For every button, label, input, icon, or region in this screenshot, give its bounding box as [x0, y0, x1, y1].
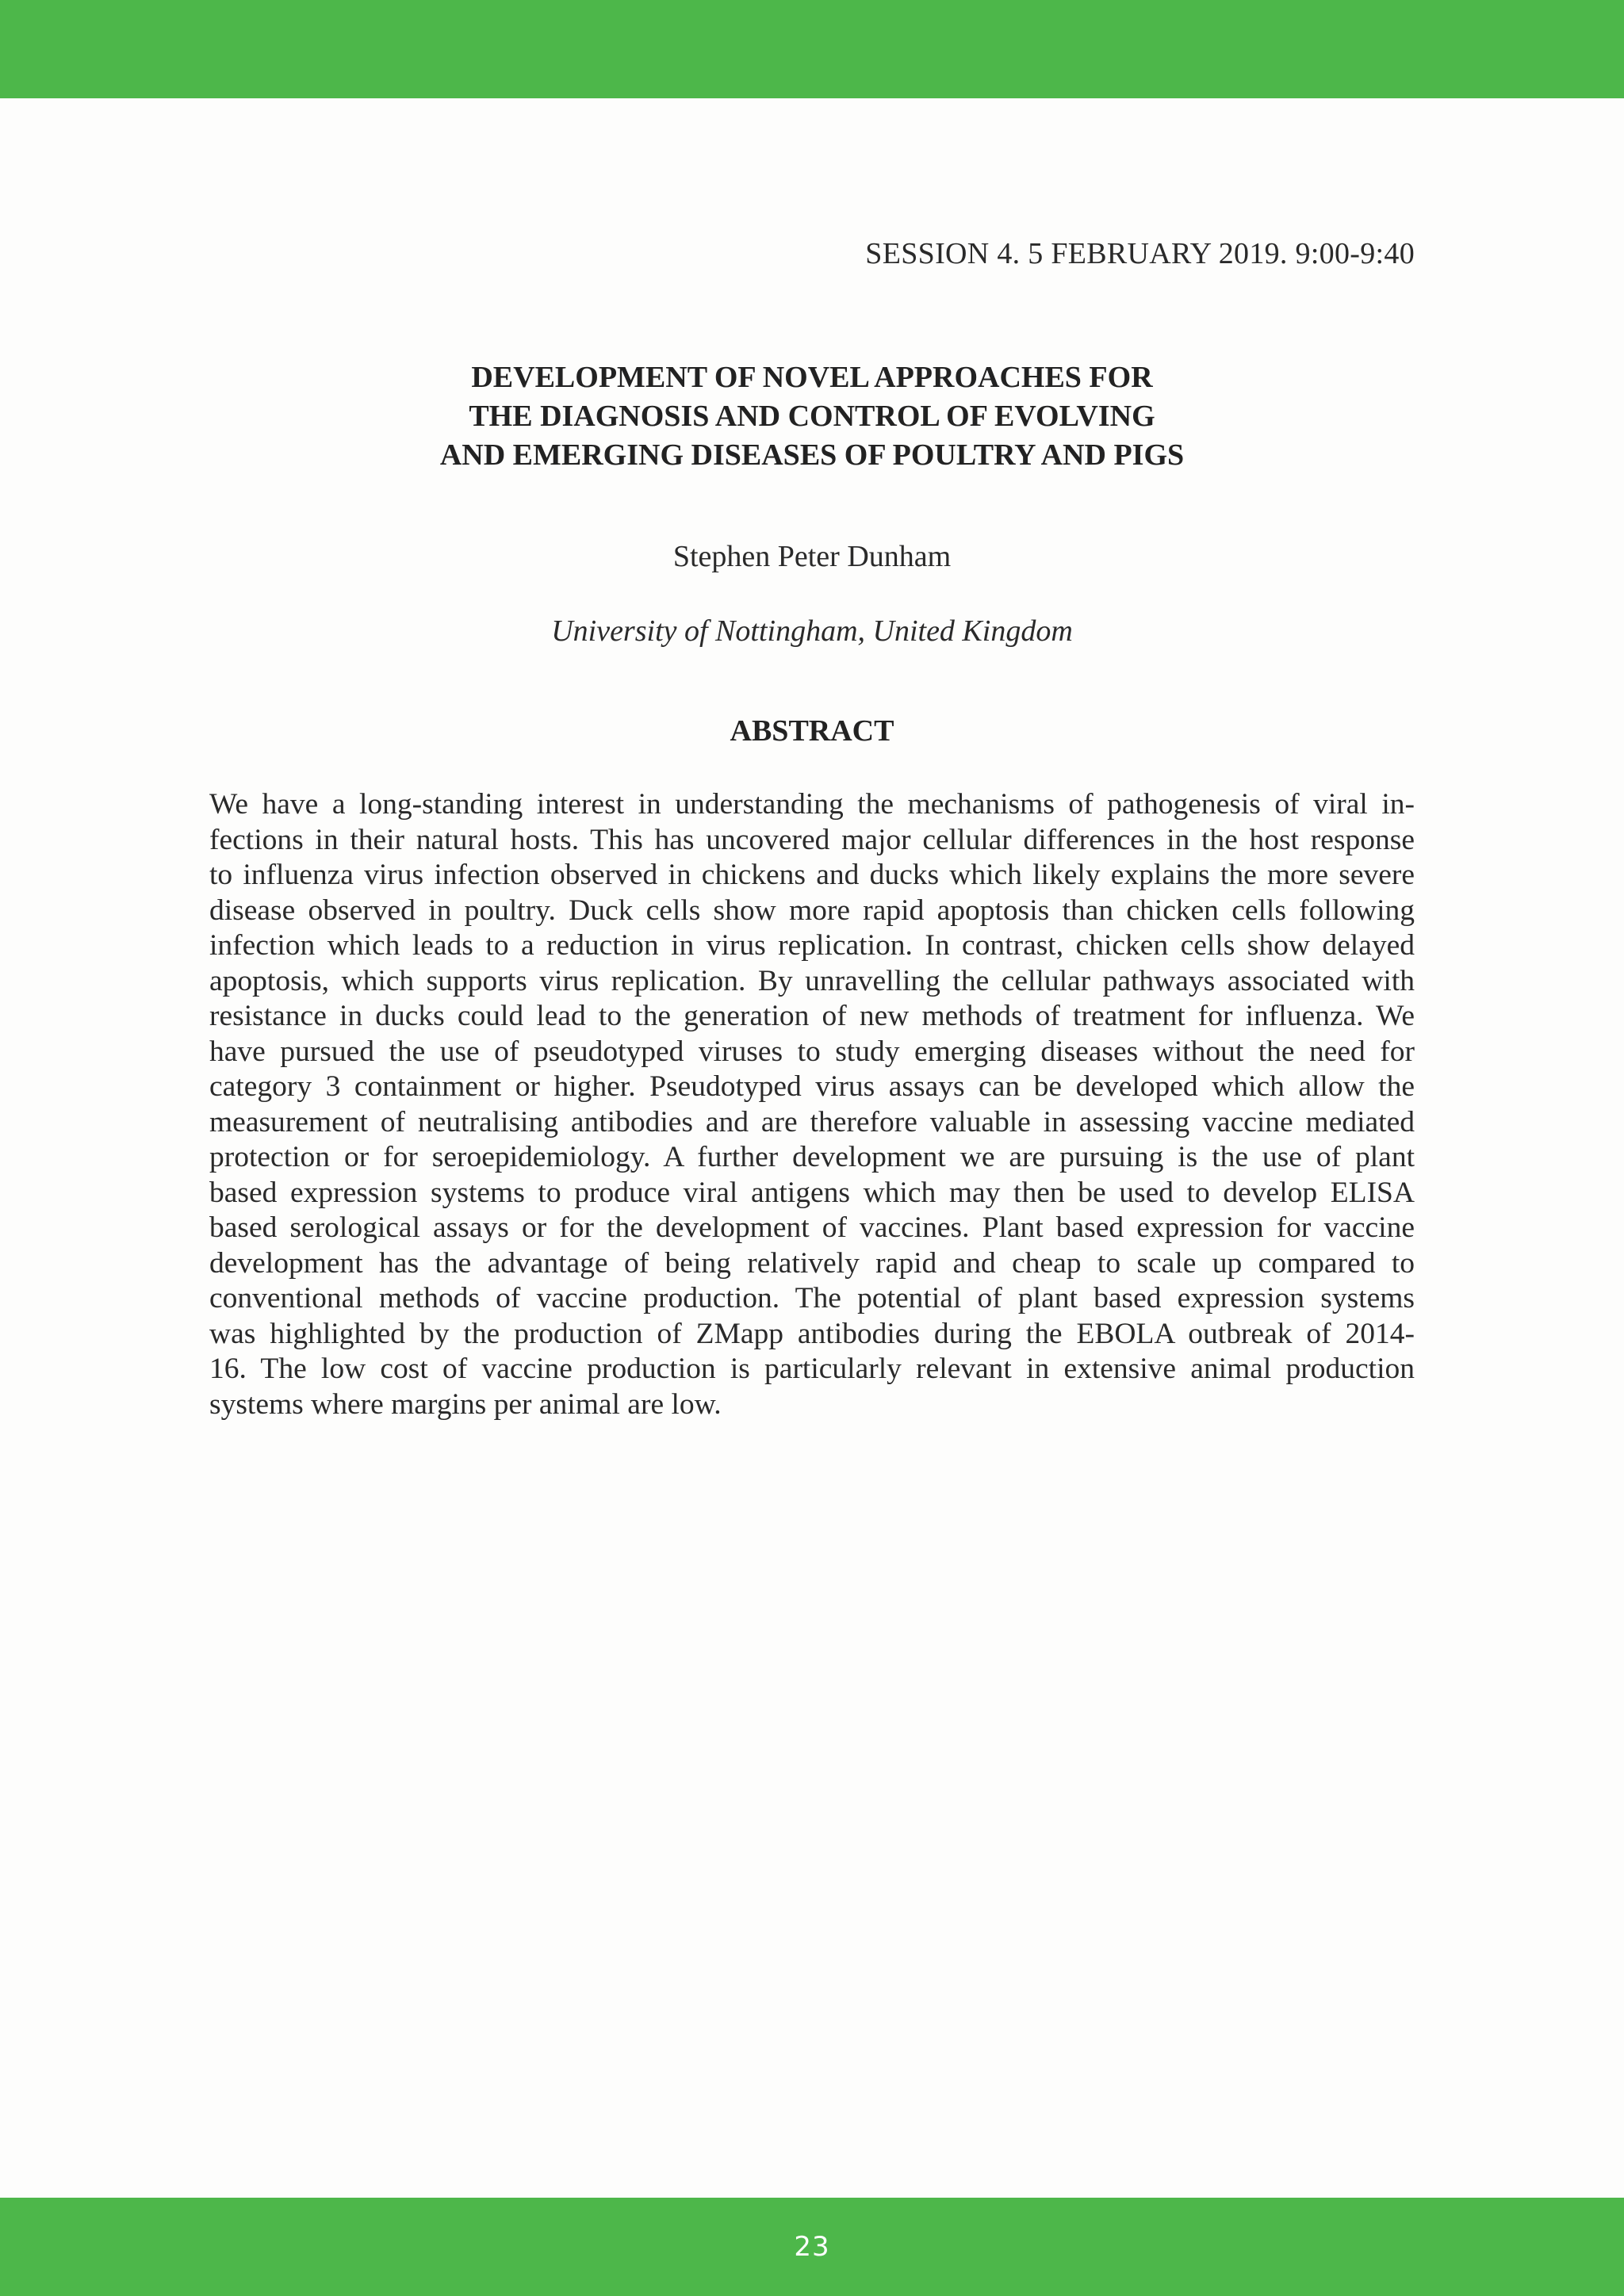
abstract-line: protection or for seroepidemiology. A further development we are pursuing is the use of plant	[209, 1141, 1415, 1173]
abstract-heading: ABSTRACT	[730, 714, 894, 748]
abstract-line: was highlighted by the production of ZMapp antibodies during the EBOLA outbreak of 2014-	[209, 1317, 1415, 1350]
abstract-line: have pursued the use of pseudotyped viruses to study emerging diseases without the need for	[209, 1035, 1415, 1068]
title-line: AND EMERGING DISEASES OF POULTRY AND PIGS	[439, 438, 1185, 472]
page-number: 23	[794, 2231, 830, 2263]
title-line: DEVELOPMENT OF NOVEL APPROACHES FOR	[471, 361, 1153, 394]
abstract-line: systems where margins per animal are low.	[209, 1387, 722, 1421]
abstract-body	[209, 787, 1415, 1422]
abstract-line: based expression systems to produce viral antigens which may then be used to develop ELISA	[209, 1176, 1415, 1209]
abstract-line: fections in their natural hosts. This has uncovered major cellular differences in the host response	[209, 823, 1415, 856]
top-green-band	[0, 0, 1624, 98]
abstract-line: apoptosis, which supports virus replication. By unravelling the cellular pathways associated with	[209, 964, 1415, 997]
author-affiliation: University of Nottingham, United Kingdom	[551, 614, 1073, 648]
author-name: Stephen Peter Dunham	[672, 540, 952, 573]
abstract-line: development has the advantage of being relatively rapid and cheap to scale up compared to	[209, 1246, 1415, 1280]
abstract-line: resistance in ducks could lead to the generation of new methods of treatment for influenza. We	[209, 1000, 1415, 1032]
abstract-line: to influenza virus infection observed in chickens and ducks which likely explains the more severe	[209, 859, 1415, 891]
abstract-line: category 3 containment or higher. Pseudotyped virus assays can be developed which allow the	[209, 1070, 1415, 1103]
abstract-line: measurement of neutralising antibodies and are therefore valuable in assessing vaccine mediated	[209, 1105, 1415, 1138]
abstract-line: based serological assays or for the development of vaccines. Plant based expression for vaccine	[209, 1211, 1415, 1244]
abstract-line: infection which leads to a reduction in virus replication. In contrast, chicken cells show delayed	[209, 929, 1415, 962]
abstract-line: disease observed in poultry. Duck cells show more rapid apoptosis than chicken cells following	[209, 894, 1415, 927]
title-line: THE DIAGNOSIS AND CONTROL OF EVOLVING	[469, 400, 1155, 433]
session-info: SESSION 4. 5 FEBRUARY 2019. 9:00-9:40	[865, 237, 1415, 270]
abstract-line: 16. The low cost of vaccine production is particularly relevant in extensive animal production	[209, 1353, 1415, 1385]
abstract-line: We have a long-standing interest in understanding the mechanisms of pathogenesis of viral in-	[209, 788, 1415, 821]
bottom-green-band	[0, 2198, 1624, 2296]
paper-title	[209, 358, 1415, 475]
abstract-line: conventional methods of vaccine production. The potential of plant based expression systems	[209, 1282, 1415, 1314]
